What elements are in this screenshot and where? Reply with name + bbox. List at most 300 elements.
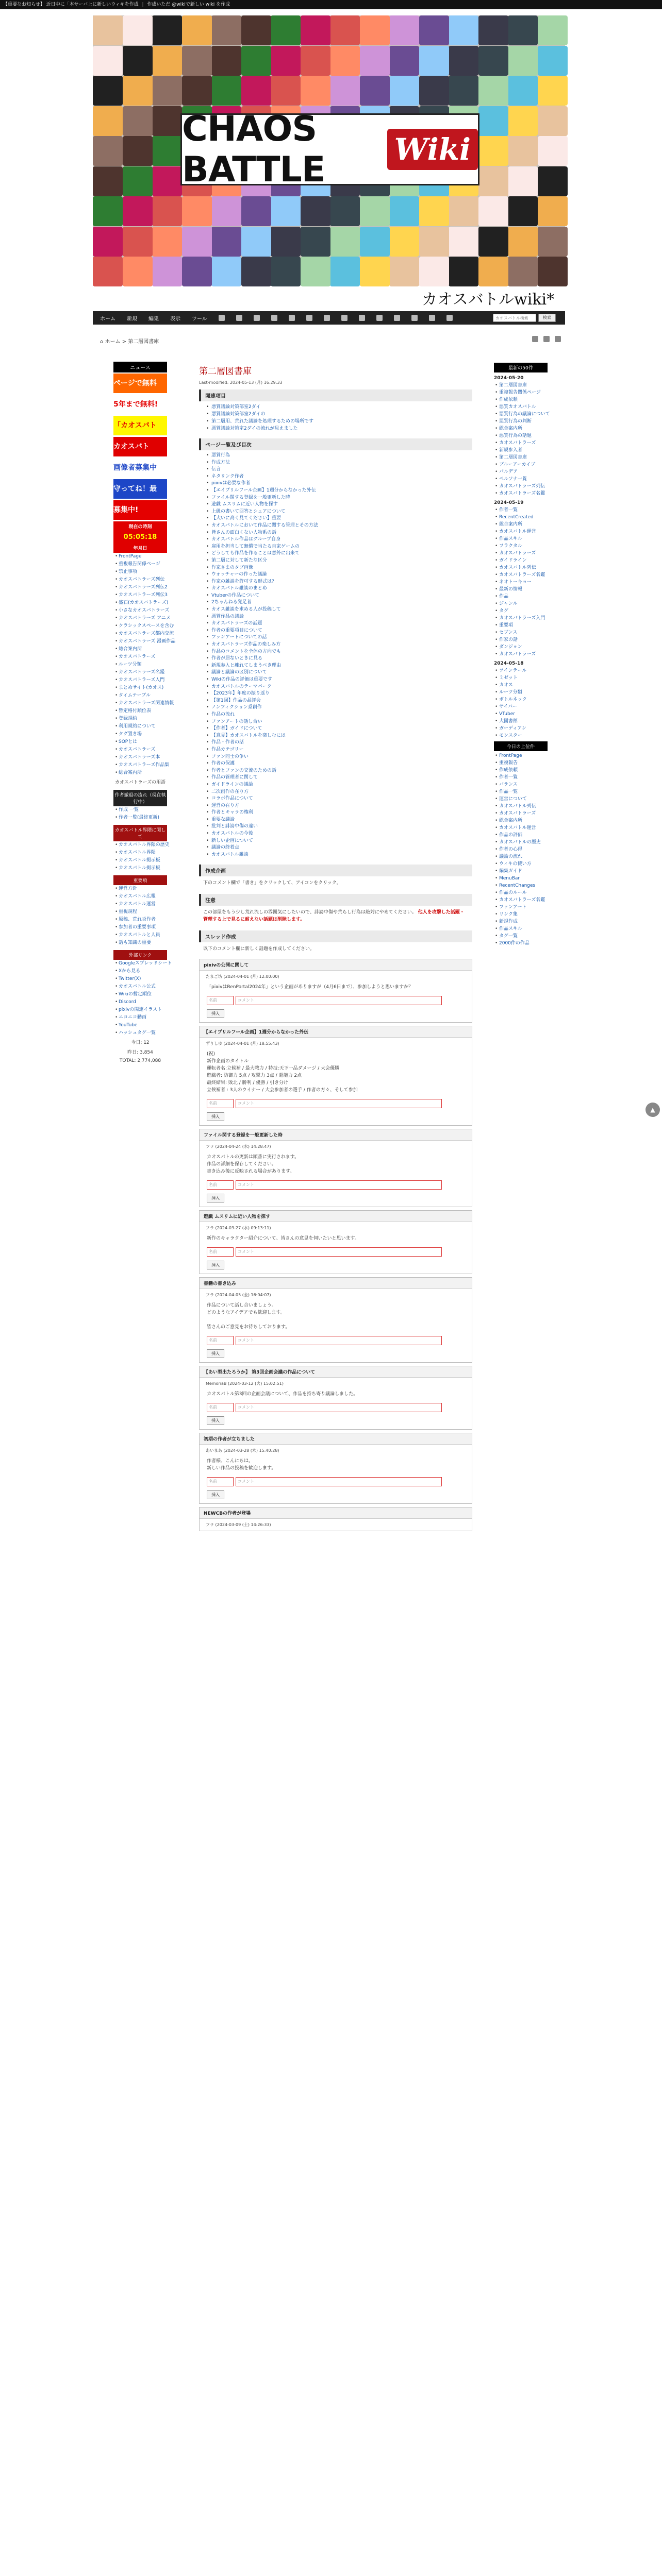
toc-link[interactable]: • カオスバトルのテーマパーク xyxy=(206,684,472,691)
banner-character-image xyxy=(241,196,271,226)
nav-item[interactable]: 編集 xyxy=(148,316,159,322)
toc-link[interactable]: • 2ちゃんねる発足者 xyxy=(206,599,472,606)
tag-link[interactable]: • 悪質議論対策部室2ダイの xyxy=(206,411,472,418)
popular-page-link[interactable]: • 作品スキル xyxy=(494,925,548,933)
toc-link[interactable]: • ファンアートについての話 xyxy=(206,634,472,641)
comment-name-input[interactable]: 名前 xyxy=(207,1477,234,1486)
recent-page-link[interactable]: • 最新の情報 xyxy=(494,586,548,593)
popular-page-link[interactable]: • FrontPage xyxy=(494,752,548,759)
recent-page-link[interactable]: • カオスバトラーズ xyxy=(494,651,548,658)
popular-page-link[interactable]: • 作品の評価 xyxy=(494,832,548,839)
recent-page-link[interactable]: • カオスバトラーズ列伝 xyxy=(494,483,548,490)
toc-link[interactable]: • 批判と誹謗中傷の違い xyxy=(206,823,472,831)
announcement-text[interactable]: 近日中に「本サーバ上に新しいウィキを作成 xyxy=(46,2,139,7)
recent-page-link[interactable]: • 悪質行為の話題 xyxy=(494,432,548,439)
left-menu-item[interactable]: • Discord xyxy=(113,998,167,1006)
comment-title[interactable]: 【あい型出たろうか】 第3回企画会議の作品について xyxy=(200,1366,472,1378)
recent-page-link[interactable]: • 作家の話 xyxy=(494,636,548,643)
banner-character-image xyxy=(152,196,182,226)
search-input[interactable] xyxy=(493,314,536,322)
toc-link[interactable]: • 作者の重要項目について xyxy=(206,628,472,635)
comment-submit-button[interactable]: 挿入 xyxy=(207,1009,224,1018)
toc-link[interactable]: • 作者が居ないときに見る xyxy=(206,655,472,663)
nav-tool-icon[interactable] xyxy=(411,315,418,321)
left-menu-item[interactable]: • FrontPage xyxy=(113,553,167,561)
left-menu-item[interactable]: • 総合案内所 xyxy=(113,769,167,777)
recent-page-link[interactable]: • 大図書館 xyxy=(494,718,548,725)
recent-page-link[interactable]: • 悪質行為の議論について xyxy=(494,411,548,418)
toc-link[interactable]: • 新規参入と離れてしまうべき理由 xyxy=(206,663,472,670)
comment-message-input[interactable]: コメント xyxy=(236,996,442,1005)
comment-submit-button[interactable]: 挿入 xyxy=(207,1194,224,1202)
recent-page-link[interactable]: • 作者一覧 xyxy=(494,506,548,514)
comment-title[interactable]: ファイル関する登録を一般更新した時 xyxy=(200,1129,472,1141)
sidebar-ad-banner[interactable]: 募集中! xyxy=(113,500,167,520)
toc-link[interactable]: • 二次創作の在り方 xyxy=(206,789,472,796)
popular-page-link[interactable]: • カオスバトル列伝 xyxy=(494,803,548,810)
left-menu-item[interactable]: • Wikiの暫定順位 xyxy=(113,991,167,998)
main-content xyxy=(199,361,472,1534)
comment-message-input[interactable]: コメント xyxy=(236,1403,442,1412)
popular-page-link[interactable]: • 編集ガイド xyxy=(494,868,548,875)
nav-tool-icon[interactable] xyxy=(446,315,453,321)
banner-character-image xyxy=(538,227,568,257)
left-menu-item[interactable]: • 参加者の重要事項 xyxy=(113,924,167,931)
table-of-contents xyxy=(199,450,472,860)
left-menu-item[interactable]: • 利用規約について xyxy=(113,723,167,731)
left-menu-item[interactable]: • カオスバトラーズ本 xyxy=(113,754,167,761)
left-menu-item[interactable]: • 運営方針 xyxy=(113,885,167,893)
comment-submit-button[interactable]: 挿入 xyxy=(207,1416,224,1425)
toc-link[interactable]: • 雇用を担当して無償で当たる自家ゲームの xyxy=(206,544,472,551)
recent-page-link[interactable]: • サイバー xyxy=(494,703,548,710)
left-menu-item[interactable]: • SOPとは xyxy=(113,738,167,746)
popular-page-link[interactable]: • 作者一覧 xyxy=(494,774,548,781)
nav-tool-icon[interactable] xyxy=(376,315,383,321)
nav-tool-icon[interactable] xyxy=(359,315,365,321)
tags-section-header[interactable]: 関連項目 xyxy=(199,389,472,401)
banner-character-image xyxy=(508,15,538,45)
toc-link[interactable]: • 【大いに高く見てください】重要 xyxy=(206,515,472,522)
left-menu-item[interactable]: • 重視規程 xyxy=(113,908,167,916)
left-menu-item[interactable]: • 小さなカオスバトラーズ xyxy=(113,607,167,615)
recent-page-link[interactable]: • ジャンル xyxy=(494,600,548,607)
toc-link[interactable]: • カオスバトラーズ作品の楽しみ方 xyxy=(206,641,472,649)
popular-page-link[interactable]: • MenuBar xyxy=(494,875,548,882)
recent-page-link[interactable]: • 重複報告関係ページ xyxy=(494,389,548,396)
page-title: 第二層図書庫 xyxy=(199,366,252,377)
toc-link[interactable]: • カオスバトル雑談のまとめ xyxy=(206,585,472,592)
popular-page-link[interactable]: • リンク集 xyxy=(494,911,548,918)
recent-page-link[interactable]: • カオスバトラーズ xyxy=(494,550,548,557)
left-menu-item[interactable]: • カオスバトラーズ xyxy=(113,653,167,661)
recent-page-link[interactable]: • カオスバトラーズ xyxy=(494,439,548,447)
nav-item[interactable]: ツール xyxy=(192,316,207,322)
thread-section-header[interactable]: スレッド作成 xyxy=(199,930,472,942)
comment-name-input[interactable]: 名前 xyxy=(207,1403,234,1412)
toc-link[interactable]: • 重要な議論 xyxy=(206,817,472,824)
popular-page-link[interactable]: • 新規作成 xyxy=(494,918,548,925)
nav-item[interactable]: ホーム xyxy=(100,316,115,322)
share-icon[interactable] xyxy=(555,336,561,342)
left-menu-item[interactable]: • 作成 一覧 xyxy=(113,806,167,814)
comment-author: フラ (2024-04-05 (金) 16:04:07) xyxy=(206,1293,271,1298)
comment-message-input[interactable]: コメント xyxy=(236,1099,442,1108)
left-menu-item[interactable]: • カオスバトル運営 xyxy=(113,901,167,908)
toc-link[interactable]: • コラボ作品について xyxy=(206,795,472,803)
history-icon[interactable] xyxy=(543,336,550,342)
left-menu-item[interactable]: • カオスバトル掲示板 xyxy=(113,865,167,872)
popular-page-link[interactable]: • ファンアート xyxy=(494,904,548,911)
nav-tool-icon[interactable] xyxy=(324,315,330,321)
left-menu-item[interactable]: • タイムテーブル xyxy=(113,692,167,700)
edit-icon[interactable] xyxy=(532,336,538,342)
comment-submit-button[interactable]: 挿入 xyxy=(207,1261,224,1269)
comment-title[interactable]: 初期の作者が立ちました xyxy=(200,1433,472,1445)
comment-title[interactable]: 書籍の書き込み xyxy=(200,1278,472,1289)
left-menu-item[interactable]: • カオスバトラーズ 漫画作品 xyxy=(113,638,167,646)
toc-link[interactable]: • pixivは必要な作者 xyxy=(206,480,472,487)
recent-page-link[interactable]: • ガイドライン xyxy=(494,557,548,564)
sidebar-ad-banner[interactable]: 守ってね！最 xyxy=(113,479,167,499)
toc-link[interactable]: • 【作者】ガイドについて xyxy=(206,725,472,733)
popular-page-link[interactable]: • 作品一覧 xyxy=(494,788,548,795)
tag-link[interactable]: • 悪質議論対策部室2ダイ xyxy=(206,403,472,411)
toc-link[interactable]: • 悪質行為 xyxy=(206,452,472,460)
toc-link[interactable]: • 議論の終着点 xyxy=(206,844,472,852)
recent-page-link[interactable]: • ブルーアーカイブ xyxy=(494,461,548,468)
banner-character-image xyxy=(419,76,449,106)
toc-link[interactable]: • 新しい企画について xyxy=(206,838,472,845)
comment-submit-button[interactable]: 挿入 xyxy=(207,1490,224,1499)
logo-text: CHAOS BATTLE xyxy=(182,109,325,190)
search-button[interactable]: 検索 xyxy=(538,314,556,322)
left-black-header: 作者撤退の流れ（現在執行中） xyxy=(113,790,167,806)
banner-character-image xyxy=(211,15,241,45)
toc-link[interactable]: • 作品カテゴリー xyxy=(206,747,472,754)
recent-page-link[interactable]: • フラクタル xyxy=(494,543,548,550)
creation-section-header[interactable]: 作成企画 xyxy=(199,865,472,876)
toc-link[interactable]: • カオスバトル作品はグループ自身 xyxy=(206,536,472,544)
recent-page-link[interactable]: • VTuber xyxy=(494,710,548,718)
toc-link[interactable]: • 作家さまのタブ画像 xyxy=(206,565,472,572)
banner-character-image xyxy=(152,136,182,166)
comment-message-input[interactable]: コメント xyxy=(236,1477,442,1486)
left-menu-item[interactable]: • カオスバトラーズ アニメ xyxy=(113,615,167,622)
nav-tool-icon[interactable] xyxy=(289,315,295,321)
left-menu-item[interactable]: • Xから見る xyxy=(113,968,167,975)
comment-name-input[interactable]: 名前 xyxy=(207,996,234,1005)
left-menu-item[interactable]: • カオスバトラーズ列伝3 xyxy=(113,591,167,599)
banner-character-image xyxy=(508,136,538,166)
notice-section-header[interactable]: 注意 xyxy=(199,894,472,906)
recent-page-link[interactable]: • 悪質行為の判断 xyxy=(494,418,548,425)
comment-author: フラ (2024-04-24 (水) 14:28:47) xyxy=(206,1144,271,1149)
back-to-top-button[interactable]: ▲ xyxy=(646,1103,660,1117)
toc-link[interactable]: • 議論と議論の区別について xyxy=(206,669,472,676)
tag-link[interactable]: • 第二層用、荒れた議論を処理するための場所です xyxy=(206,418,472,425)
popular-page-link[interactable]: • カオスバトラーズ名鑑 xyxy=(494,896,548,904)
recent-page-link[interactable]: • 重要項 xyxy=(494,622,548,629)
popular-page-link[interactable]: • カオスバトル運営 xyxy=(494,824,548,832)
recent-page-link[interactable]: • ダンジョン xyxy=(494,643,548,651)
comment-message-input[interactable]: コメント xyxy=(236,1336,442,1345)
popular-page-link[interactable]: • 運営について xyxy=(494,795,548,803)
comment-submit-button[interactable]: 挿入 xyxy=(207,1349,224,1358)
toc-link[interactable]: • カオスバトルにおいて作品に関する管理とその方法 xyxy=(206,522,472,530)
banner-character-image xyxy=(241,46,271,76)
toc-link[interactable]: • 第二層に対して新たな区分 xyxy=(206,557,472,565)
toc-link[interactable]: • ファン同士の争い xyxy=(206,754,472,761)
banner-character-image xyxy=(241,227,271,257)
comment-name-input[interactable]: 名前 xyxy=(207,1099,234,1108)
comment-message-input[interactable]: コメント xyxy=(236,1247,442,1257)
toc-link[interactable]: • Vtuberの作品について xyxy=(206,592,472,600)
nav-tool-icon[interactable] xyxy=(341,315,347,321)
recent-page-link[interactable]: • カオスバトル列伝 xyxy=(494,564,548,571)
recent-list-1 xyxy=(494,382,548,497)
toc-link[interactable]: • 作品・作者の話 xyxy=(206,739,472,747)
recent-page-link[interactable]: • カオス xyxy=(494,682,548,689)
left-menu-item[interactable]: • クラシックスペースを含む xyxy=(113,622,167,630)
logo-wiki-badge: Wiki xyxy=(387,129,478,170)
left-menu-item[interactable]: • カオスバトル公式 xyxy=(113,983,167,991)
recent-page-link[interactable]: • パルデア xyxy=(494,468,548,476)
left-menu-item[interactable]: • カオスバトラーズ名鑑 xyxy=(113,669,167,676)
left-menu-item[interactable]: • カオスバトル界隈 xyxy=(113,849,167,857)
sidebar-ad-banner[interactable]: 「カオスバト xyxy=(113,416,167,435)
toc-link[interactable]: • 上級の書いて回答とシェアについて xyxy=(206,509,472,516)
left-menu-item[interactable]: • 登録規約 xyxy=(113,715,167,723)
sidebar-ad-banner[interactable]: 画像者募集中 xyxy=(113,458,167,478)
banner-character-image xyxy=(449,227,478,257)
site-title[interactable]: カオスバトルwiki* xyxy=(422,291,555,309)
left-menu-item[interactable]: • 総合案内所 xyxy=(113,646,167,653)
toc-link[interactable]: • カオスバトル雑談 xyxy=(206,852,472,859)
nav-tool-icon[interactable] xyxy=(236,315,242,321)
popular-page-link[interactable]: • 2000件の作品 xyxy=(494,940,548,947)
sidebar-ad-banner[interactable]: ページで無料 xyxy=(113,374,167,393)
popular-page-link[interactable]: • タグ一覧 xyxy=(494,933,548,940)
breadcrumb-home[interactable]: ホーム xyxy=(105,339,121,345)
toc-link[interactable]: • 【第1回】作品の品評会 xyxy=(206,698,472,705)
left-menu-item[interactable]: • カオスバトラーズ関連情報 xyxy=(113,700,167,707)
banner-character-image xyxy=(538,15,568,45)
banner-character-image xyxy=(538,106,568,136)
recent-page-link[interactable]: • ボトルネック xyxy=(494,696,548,703)
left-menu-item[interactable]: • カオスバトル界隈の歴史 xyxy=(113,841,167,849)
banner-character-image xyxy=(478,106,508,136)
banner-character-image xyxy=(538,136,568,166)
left-menu-item[interactable]: • ニコニコ動画 xyxy=(113,1014,167,1022)
banner-character-image xyxy=(419,15,449,45)
banner-character-image xyxy=(152,227,182,257)
popular-page-link[interactable]: • 議論の流れ xyxy=(494,853,548,860)
recent-page-link[interactable]: • 作品スキル xyxy=(494,535,548,543)
left-menu-item[interactable]: • 暫定格付順位表 xyxy=(113,707,167,715)
banner-character-image xyxy=(330,257,360,286)
banner-character-image xyxy=(123,15,153,45)
recent-page-link[interactable]: • カオスバトラーズ入門 xyxy=(494,615,548,622)
comment-thread xyxy=(199,1026,472,1126)
left-menu-item[interactable]: • 原稿、荒れ炎作者 xyxy=(113,916,167,924)
comment-title[interactable]: 【エイプリルフール企画】1週分からなかった外伝 xyxy=(200,1026,472,1038)
banner-character-image xyxy=(508,106,538,136)
popular-page-link[interactable]: • 作品のルール xyxy=(494,889,548,896)
toc-link[interactable]: • 皆さんの面白くない人物系の話 xyxy=(206,530,472,537)
toc-link[interactable]: • 運営の在り方 xyxy=(206,803,472,810)
left-menu-item[interactable]: • タグ置き場 xyxy=(113,731,167,738)
site-logo[interactable] xyxy=(180,109,479,190)
toc-link[interactable]: • 作品の管理者に関して xyxy=(206,774,472,782)
toc-link[interactable]: • カオス雑談を求める人が投稿して xyxy=(206,606,472,614)
popular-page-link[interactable]: • 重複報告 xyxy=(494,759,548,767)
nav-tool-icon[interactable] xyxy=(219,315,225,321)
left-menu-item[interactable]: • 重複報告関係ページ xyxy=(113,561,167,568)
recent-page-link[interactable]: • モンスター xyxy=(494,732,548,739)
left-menu-item[interactable]: • カオスバトラーズ列伝 xyxy=(113,576,167,584)
popular-page-link[interactable]: • RecentChanges xyxy=(494,882,548,889)
toc-link[interactable]: • ネタリンク作者 xyxy=(206,473,472,481)
sidebar-ad-banner[interactable]: 5年まで無料! xyxy=(113,395,167,414)
recent-page-link[interactable]: • 総合案内所 xyxy=(494,521,548,528)
recent-page-link[interactable]: • RecentCreated xyxy=(494,514,548,521)
left-menu-item[interactable]: • ルーツ分類 xyxy=(113,661,167,669)
recent-page-link[interactable]: • ミゼット xyxy=(494,674,548,682)
nav-item[interactable]: 表示 xyxy=(170,316,180,322)
toc-link[interactable]: • ノンフィクション系創作 xyxy=(206,704,472,711)
toc-link[interactable]: • ガイドラインの議論 xyxy=(206,782,472,789)
banner-character-image xyxy=(449,15,478,45)
recent-page-link[interactable]: • 作品 xyxy=(494,593,548,600)
popular-page-link[interactable]: • ウィキの使い方 xyxy=(494,860,548,868)
header-banner[interactable] xyxy=(93,15,565,285)
left-menu-item[interactable]: • カオスバトラーズ入門 xyxy=(113,676,167,684)
popular-page-link[interactable]: • 作成依頼 xyxy=(494,767,548,774)
popular-page-link[interactable]: • カオスバトラーズ xyxy=(494,810,548,817)
toc-section-header[interactable]: ページ一覧及び目次 xyxy=(199,438,472,450)
left-menu-item[interactable]: • カオスバトル掲示板 xyxy=(113,857,167,865)
recent-page-link[interactable]: • 総合案内所 xyxy=(494,425,548,432)
toc-link[interactable]: • 【意見】カオスバトルを楽しむには xyxy=(206,733,472,740)
comment-name-input[interactable]: 名前 xyxy=(207,1336,234,1345)
comment-title[interactable]: pixivの公開に関して xyxy=(200,959,472,971)
recent-page-link[interactable]: • ネオトーキョー xyxy=(494,579,548,586)
comment-submit-button[interactable]: 挿入 xyxy=(207,1112,224,1121)
recent-page-link[interactable]: • カオスバトラーズ名鑑 xyxy=(494,571,548,579)
left-menu-item[interactable]: • カオスバトラーズ列伝2 xyxy=(113,584,167,591)
recent-page-link[interactable]: • ペルソナ一覧 xyxy=(494,476,548,483)
recent-page-link[interactable]: • セブンス xyxy=(494,629,548,636)
popular-page-link[interactable]: • 作者の心得 xyxy=(494,846,548,853)
nav-tool-icon[interactable] xyxy=(306,315,312,321)
toc-link[interactable]: • 作者の保護 xyxy=(206,760,472,768)
recent-page-link[interactable]: • 悪質カオスバトル xyxy=(494,403,548,411)
left-menu-item[interactable]: • カオスバトル広報 xyxy=(113,893,167,901)
nav-tool-icon[interactable] xyxy=(394,315,400,321)
toc-link[interactable]: • 【エイプリルフール企画】1週分からなかった外伝 xyxy=(206,487,472,495)
left-sub-label: カオスバトラーズの用語 xyxy=(114,780,166,785)
toc-link[interactable]: • どうしても作品を作ることは意外に出来て xyxy=(206,550,472,557)
toc-link[interactable]: • 作家の雑談を許可する形式は? xyxy=(206,579,472,586)
left-menu-item[interactable]: • カオスバトルと人員 xyxy=(113,931,167,939)
comment-threads xyxy=(199,959,472,1504)
recent-page-link[interactable]: • 第二層図書庫 xyxy=(494,382,548,389)
comment-title[interactable]: NEWCBの作者が登場 xyxy=(200,1507,472,1519)
nav-tool-icon[interactable] xyxy=(429,315,435,321)
recent-page-link[interactable]: • 第二層図書庫 xyxy=(494,454,548,461)
nav-tool-icon[interactable] xyxy=(254,315,260,321)
recent-page-link[interactable]: • ガーディアン xyxy=(494,725,548,732)
toc-link[interactable]: • 作成方法 xyxy=(206,460,472,467)
nav-item[interactable]: 新規 xyxy=(127,316,137,322)
toc-link[interactable]: • 遊戯 ムスリムに近い人物を探す xyxy=(206,501,472,509)
toc-link[interactable]: • 作品のコメントを全体の方向でも xyxy=(206,649,472,656)
toc-link[interactable]: • ファイル関する登録を一般更新した時 xyxy=(206,495,472,502)
left-menu-item[interactable]: • 盛石(カオスバトラーズ) xyxy=(113,599,167,607)
recent-page-link[interactable]: • 作成依頼 xyxy=(494,396,548,403)
left-menu-item[interactable]: • Googleスプレッドシート xyxy=(113,960,167,968)
left-menu-item[interactable]: • 禁止事項 xyxy=(113,568,167,576)
toc-link[interactable]: • 作者とキャラの権利 xyxy=(206,809,472,817)
left-menu-item[interactable]: • まとめサイト(カオス) xyxy=(113,684,167,692)
left-menu-item[interactable]: • pixivの関連イラスト xyxy=(113,1006,167,1014)
recent-page-link[interactable]: • タグ xyxy=(494,607,548,615)
sidebar-ad-banner[interactable]: カオスバト xyxy=(113,437,167,456)
banner-character-image xyxy=(123,136,153,166)
recent-page-link[interactable]: • カオスバトラーズ名鑑 xyxy=(494,490,548,497)
left-menu-item[interactable]: • ハッシュタグ一覧 xyxy=(113,1029,167,1037)
comment-name-input[interactable]: 名前 xyxy=(207,1247,234,1257)
home-icon[interactable]: ⌂ xyxy=(100,339,104,345)
left-menu-item[interactable]: • 話も知識の重要 xyxy=(113,939,167,947)
toc-link[interactable]: • ファンアートの話し合い xyxy=(206,719,472,726)
toc-link[interactable]: • Wikiの作品の評価は重要です xyxy=(206,676,472,684)
popular-page-link[interactable]: • 総合案内所 xyxy=(494,817,548,824)
left-menu-item[interactable]: • Twitter(X) xyxy=(113,975,167,983)
comment-title[interactable]: 遊戯 ムスリムに近い人物を探す xyxy=(200,1211,472,1222)
left-menu-item[interactable]: • カオスバトラーズ xyxy=(113,746,167,754)
comment-name-input[interactable]: 名前 xyxy=(207,1180,234,1190)
toc-link[interactable]: • カオスバトルの今後 xyxy=(206,831,472,838)
recent-page-link[interactable]: • 新規参入者 xyxy=(494,447,548,454)
toc-link[interactable]: • 【2023年】年度の振り返り xyxy=(206,690,472,698)
toc-link[interactable]: • 伝言 xyxy=(206,466,472,473)
toc-link[interactable]: • 作者とファンの交流のための話 xyxy=(206,768,472,775)
toc-link[interactable]: • カオスバトラーズの話題 xyxy=(206,620,472,628)
recent-page-link[interactable]: • ルーツ分類 xyxy=(494,689,548,696)
popular-page-link[interactable]: • バランス xyxy=(494,781,548,788)
toc-link[interactable]: • 悪質作品の議論 xyxy=(206,614,472,621)
left-menu-item[interactable]: • カオスバトラーズ都内交流 xyxy=(113,630,167,638)
creation-text: 下のコメント欄で「書き」をクリックして、アイコンをクリック。 xyxy=(203,880,341,886)
banner-character-image xyxy=(389,46,419,76)
toc-link[interactable]: • 作品の流れ xyxy=(206,711,472,719)
toc-link[interactable]: • ウォッチャーの作った議論 xyxy=(206,571,472,579)
recent-page-link[interactable]: • カオスバトル運営 xyxy=(494,528,548,535)
left-menu-item[interactable]: • YouTube xyxy=(113,1022,167,1029)
left-menu-item[interactable]: • 作者一覧(最終更新) xyxy=(113,814,167,822)
announcement-ad[interactable]: 作成いただ @wikiで新しい wiki を作成 xyxy=(147,2,230,7)
banner-character-image xyxy=(538,257,568,286)
tag-link[interactable]: • 悪質議論対策室2ダイの流れが見えました xyxy=(206,425,472,432)
comment-message-input[interactable]: コメント xyxy=(236,1180,442,1190)
recent-page-link[interactable]: • ツインテール xyxy=(494,667,548,674)
popular-page-link[interactable]: • カオスバトルの歴史 xyxy=(494,839,548,846)
banner-character-image xyxy=(271,46,301,76)
nav-tool-icon[interactable] xyxy=(271,315,277,321)
left-menu-item[interactable]: • カオスバトラーズ作品集 xyxy=(113,761,167,769)
